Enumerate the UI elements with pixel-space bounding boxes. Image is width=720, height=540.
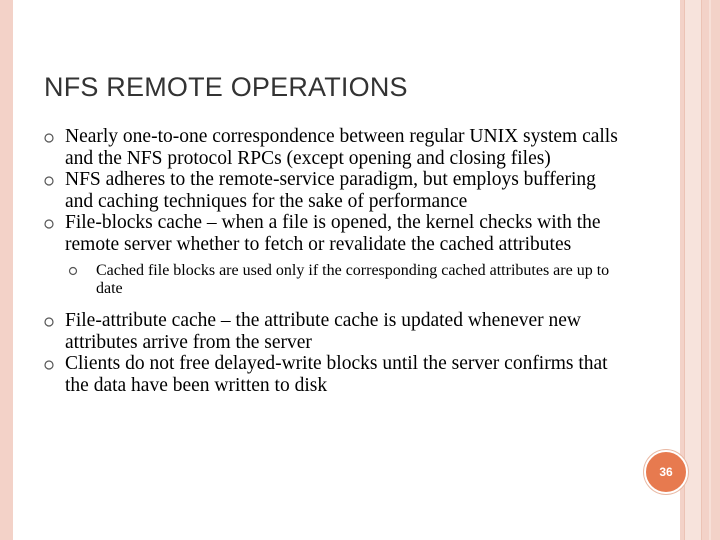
page-number: 36: [659, 465, 673, 479]
slide-body: [44, 126, 624, 396]
hollow-circle-icon: [68, 262, 80, 280]
hollow-circle-icon: [44, 310, 56, 332]
page-number-badge: [644, 450, 688, 494]
bullet-item: [44, 353, 624, 396]
bullet-item: [44, 169, 624, 212]
left-border-decoration: [0, 0, 13, 540]
right-border-stripe: [684, 0, 702, 540]
bullet-item: [44, 212, 624, 255]
hollow-circle-icon: [44, 212, 56, 234]
bullet-text: NFS adheres to the remote-service paradigm, but employs buffering and caching techniques for the sake of performance: [65, 169, 596, 212]
bullet-text: File-blocks cache – when a file is opened, the kernel checks with the remote server whether to fetch or revalidate the cached attributes: [65, 212, 601, 255]
bullet-text: Nearly one-to-one correspondence between regular UNIX system calls and the NFS protocol RPCs (except opening and closing files): [65, 126, 618, 169]
sub-bullet-item: [68, 262, 624, 298]
bullet-text: Clients do not free delayed-write blocks until the server confirms that the data have been written to disk: [65, 353, 608, 396]
right-border-line: [709, 0, 711, 540]
hollow-circle-icon: [44, 126, 56, 148]
slide-title: NFS REMOTE OPERATIONS: [44, 72, 408, 102]
hollow-circle-icon: [44, 353, 56, 375]
bullet-text: File-attribute cache – the attribute cache is updated whenever new attributes arrive from the server: [65, 310, 581, 353]
hollow-circle-icon: [44, 169, 56, 191]
bullet-item: [44, 310, 624, 353]
sub-bullet-text: Cached file blocks are used only if the corresponding cached attributes are up to date: [96, 262, 610, 297]
bullet-item: [44, 126, 624, 169]
